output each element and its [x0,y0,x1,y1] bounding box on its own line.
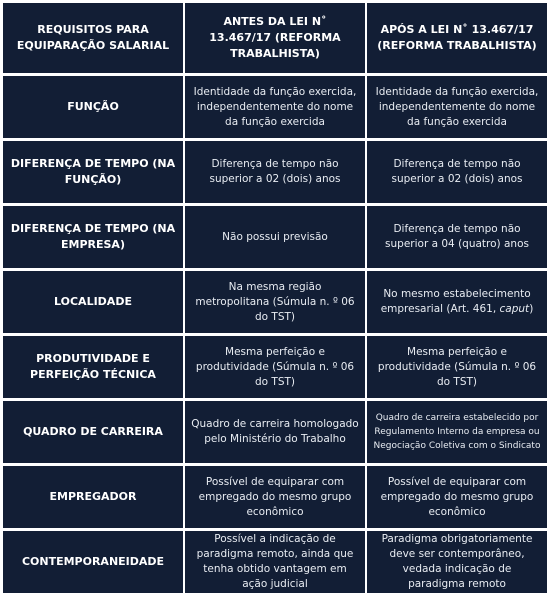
header-apos: APÓS A LEI N˚ 13.467/17 (REFORMA TRABALHISTA) [367,3,547,73]
row-label-produtividade: PRODUTIVIDADE E PERFEIÇÃO TÉCNICA [3,336,183,398]
row-before-empregador: Possível de equiparar com empregado do mesmo grupo econômico [185,466,365,528]
row-after-empregador: Possível de equiparar com empregado do mesmo grupo econômico [367,466,547,528]
row-before-diferenca-funcao: Diferença de tempo não superior a 02 (dois) anos [185,141,365,203]
row-label-quadro-carreira: QUADRO DE CARREIRA [3,401,183,463]
row-after-diferenca-funcao: Diferença de tempo não superior a 02 (dois) anos [367,141,547,203]
row-label-empregador: EMPREGADOR [3,466,183,528]
row-before-funcao: Identidade da função exercida, independentemente do nome da função exercida [185,76,365,138]
row-after-quadro-carreira: Quadro de carreira estabelecido por Regulamento Interno da empresa ou Negociação Coletiva com o Sindicato [367,401,547,463]
row-label-localidade: LOCALIDADE [3,271,183,333]
row-label-funcao: FUNÇÃO [3,76,183,138]
row-label-diferenca-funcao: DIFERENÇA DE TEMPO (NA FUNÇÃO) [3,141,183,203]
row-after-funcao: Identidade da função exercida, independentemente do nome da função exercida [367,76,547,138]
row-before-produtividade: Mesma perfeição e produtividade (Súmula n. º 06 do TST) [185,336,365,398]
caput-italic: caput [499,303,530,315]
row-after-localidade [367,271,547,333]
row-before-contemporaneidade: Possível a indicação de paradigma remoto, ainda que tenha obtido vantagem em ação judicial [185,531,365,593]
row-before-quadro-carreira: Quadro de carreira homologado pelo Ministério do Trabalho [185,401,365,463]
comparison-table [3,3,547,597]
row-label-contemporaneidade: CONTEMPORANEIDADE [3,531,183,593]
row-after-produtividade: Mesma perfeição e produtividade (Súmula n. º 06 do TST) [367,336,547,398]
row-after-localidade-text: No mesmo estabelecimento empresarial (Art. 461, caput) [380,288,534,315]
header-requisitos: REQUISITOS PARA EQUIPARAÇÃO SALARIAL [3,3,183,73]
header-antes: ANTES DA LEI N˚ 13.467/17 (REFORMA TRABALHISTA) [185,3,365,73]
row-before-localidade: Na mesma região metropolitana (Súmula n. º 06 do TST) [185,271,365,333]
row-after-contemporaneidade: Paradigma obrigatoriamente deve ser contemporâneo, vedada indicação de paradigma remoto [367,531,547,593]
row-label-diferenca-empresa: DIFERENÇA DE TEMPO (NA EMPRESA) [3,206,183,268]
row-before-diferenca-empresa: Não possui previsão [185,206,365,268]
row-after-diferenca-empresa: Diferença de tempo não superior a 04 (quatro) anos [367,206,547,268]
